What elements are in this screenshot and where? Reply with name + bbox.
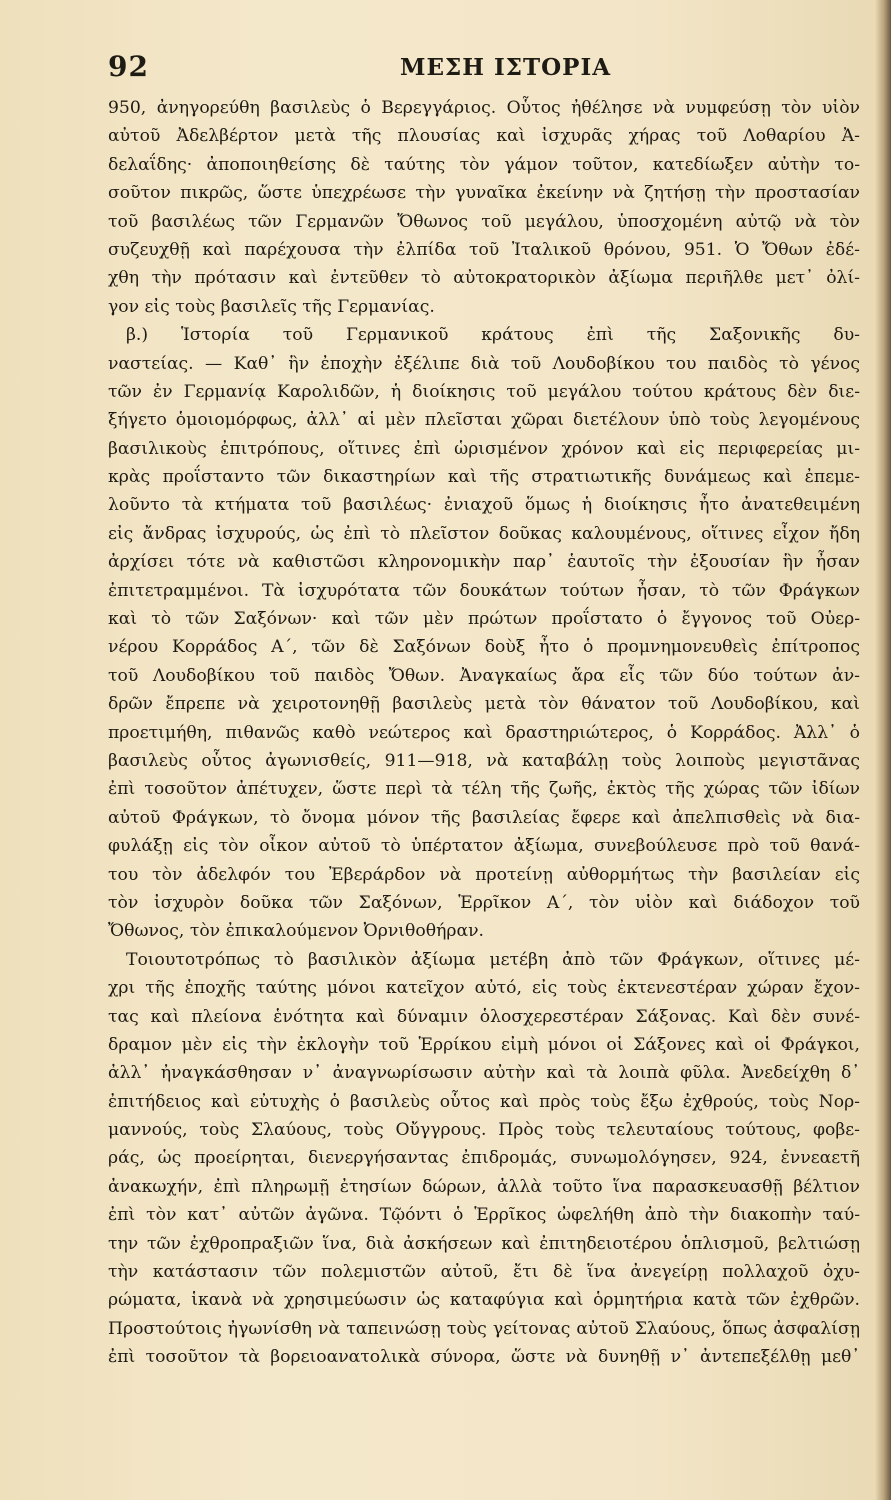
text-line: σοῦτον πικρῶς, ὥστε ὑπεχρέωσε τὴν γυναῖκα ἐκείνην νὰ ζητήσῃ τὴν προστασίαν (108, 183, 860, 204)
text-line: φυλάξῃ εἰς τὸν οἶκον αὐτοῦ τὸ ὑπέρτατον ἀξίωμα, συνεβούλευσε πρὸ τοῦ θανά- (108, 836, 860, 857)
text-line: ρώματα, ἱκανὰ νὰ χρησιμεύωσιν ὡς καταφύγια καὶ ὁρμητήρια κατὰ τῶν ἐχθρῶν. (108, 1290, 860, 1311)
page-number: 92 (108, 50, 149, 83)
text-line: εἰς ἄνδρας ἰσχυρούς, ὡς ἐπὶ τὸ πλεῖστον δοῦκας καλουμένους, οἵτινες εἶχον ἤδη (108, 523, 860, 544)
text-line: δραμον μὲν εἰς τὴν ἐκλογὴν τοῦ Ἑρρίκου εἰμὴ μόνοι οἱ Σάξονες καὶ οἱ Φράγκοι, (108, 1034, 860, 1055)
text-line: χθη τὴν πρότασιν καὶ ἐντεῦθεν τὸ αὐτοκρατορικὸν ἀξίωμα περιῆλθε μετ᾽ ὀλί- (108, 268, 860, 289)
text-line: κρὰς προΐσταντο τῶν δικαστηρίων καὶ τῆς στρατιωτικῆς δυνάμεως καὶ ἐπεμε- (108, 467, 860, 488)
text-line: ἀνακωχήν, ἐπὶ πληρωμῇ ἐτησίων δώρων, ἀλλὰ τοῦτο ἵνα παρασκευασθῇ βέλτιον (108, 1176, 860, 1197)
text-line: προετιμήθη, πιθανῶς καθὸ νεώτερος καὶ δραστηριώτερος, ὁ Κορράδος. Ἀλλ᾽ ὁ (108, 722, 860, 743)
text-line: αὐτοῦ Φράγκων, τὸ ὄνομα μόνον τῆς βασιλείας ἔφερε καὶ ἀπελπισθεὶς νὰ δια- (108, 807, 860, 828)
text-line: ξήγετο ὁμοιομόρφως, ἀλλ᾽ αἱ μὲν πλεῖσται χῶραι διετέλουν ὑπὸ τοὺς λεγομένους (108, 410, 860, 431)
text-line: συζευχθῇ καὶ παρέχουσα τὴν ἐλπίδα τοῦ Ἰταλικοῦ θρόνου, 951. Ὁ Ὄθων ἐδέ- (108, 239, 860, 260)
text-line: ἀλλ᾽ ἠναγκάσθησαν ν᾽ ἀναγνωρίσωσιν αὐτὴν καὶ τὰ λοιπὰ φῦλα. Ἀνεδείχθη δ᾽ (108, 1063, 860, 1084)
text-line: τοῦ Λουδοβίκου τοῦ παιδὸς Ὄθων. Ἀναγκαίως ἄρα εἷς τῶν δύο τούτων ἀν- (108, 665, 860, 686)
section-heading-line: β.) Ἱστορία τοῦ Γερμανικοῦ κράτους ἐπὶ τῆς Σαξονικῆς δυ- (126, 325, 860, 346)
body-text (108, 94, 860, 1372)
text-line: Τοιουτοτρόπως τὸ βασιλικὸν ἀξίωμα μετέβη ἀπὸ τῶν Φράγκων, οἵτινες μέ- (126, 949, 860, 970)
text-line: γον εἰς τοὺς βασιλεῖς τῆς Γερμανίας. (108, 296, 435, 317)
text-line: του τὸν ἀδελφόν του Ἐβεράρδον νὰ προτείνῃ αὐθορμήτως τὴν βασιλείαν εἰς (108, 864, 860, 885)
text-line: τοῦ βασιλέως τῶν Γερμανῶν Ὄθωνος τοῦ μεγάλου, ὑποσχομένη αὐτῷ νὰ τὸν (108, 211, 860, 232)
text-line: τὴν κατάστασιν τῶν πολεμιστῶν αὐτοῦ, ἔτι δὲ ἵνα ἀνεγείρῃ πολλαχοῦ ὀχυ- (108, 1262, 860, 1283)
text-line: την τῶν ἐχθροπραξιῶν ἵνα, διὰ ἀσκήσεων καὶ ἐπιτηδειοτέρου ὁπλισμοῦ, βελτιώσῃ (108, 1233, 860, 1254)
text-line: ἐπιτήδειος καὶ εὐτυχὴς ὁ βασιλεὺς οὗτος καὶ πρὸς τοὺς ἔξω ἐχθρούς, τοὺς Νορ- (108, 1091, 860, 1112)
text-line: δρῶν ἔπρεπε νὰ χειροτονηθῇ βασιλεὺς μετὰ τὸν θάνατον τοῦ Λουδοβίκου, καὶ (108, 694, 860, 715)
text-line: αὐτοῦ Ἀδελβέρτον μετὰ τῆς πλουσίας καὶ ἰσχυρᾶς χήρας τοῦ Λοθαρίου Ἀ- (108, 126, 860, 147)
text-line: τῶν ἐν Γερμανίᾳ Καρολιδῶν, ἡ διοίκησις τοῦ μεγάλου τούτου κράτους δὲν διε- (108, 381, 860, 402)
running-head: ΜΕΣΗ ΙΣΤΟΡΙΑ (400, 54, 612, 81)
text-line: ναστείας. — Καθ᾽ ἣν ἐποχὴν ἐξέλιπε διὰ τοῦ Λουδοβίκου του παιδὸς τὸ γένος (108, 353, 860, 374)
text-line: βασιλικοὺς ἐπιτρόπους, οἵτινες ἐπὶ ὡρισμένον χρόνον καὶ εἰς περιφερείας μι- (108, 438, 860, 459)
text-line: ἐπιτετραμμένοι. Τὰ ἰσχυρότατα τῶν δουκάτων τούτων ἦσαν, τὸ τῶν Φράγκων (108, 580, 860, 601)
text-line: ράς, ὡς προείρηται, διενεργήσαντας ἐπιδρομάς, συνωμολόγησεν, 924, ἐννεαετῆ (108, 1148, 860, 1169)
page-edge (875, 0, 891, 1500)
text-line: τας καὶ πλείονα ἑνότητα καὶ δύναμιν ὁλοσχερεστέραν Σάξονας. Καὶ δὲν συνέ- (108, 1006, 860, 1027)
text-line: 950, ἀνηγορεύθη βασιλεὺς ὁ Βερεγγάριος. Οὗτος ἠθέλησε νὰ νυμφεύσῃ τὸν υἱὸν (108, 98, 860, 118)
text-line: βασιλεὺς οὗτος ἀγωνισθείς, 911—918, νὰ καταβάλῃ τοὺς λοιποὺς μεγιστᾶνας (108, 750, 860, 771)
text-line: ἐπὶ τὸν κατ᾽ αὐτῶν ἀγῶνα. Τῷόντι ὁ Ἑρρῖκος ὠφελήθη ἀπὸ τὴν διακοπὴν ταύ- (108, 1205, 860, 1226)
text-line: τὸν ἰσχυρὸν δοῦκα τῶν Σαξόνων, Ἑρρῖκον Α΄, τὸν υἱὸν καὶ διάδοχον τοῦ (108, 892, 860, 913)
text-line: λοῦντο τὰ κτήματα τοῦ βασιλέως· ἐνιαχοῦ ὅμως ἡ διοίκησις ἦτο ἀνατεθειμένη (108, 495, 860, 516)
text-line: μαννούς, τοὺς Σλαύους, τοὺς Οὔγγρους. Πρὸς τοὺς τελευταίους τούτους, φοβε- (108, 1120, 860, 1141)
text-line: ἐπὶ τοσοῦτον ἀπέτυχεν, ὥστε περὶ τὰ τέλη τῆς ζωῆς, ἐκτὸς τῆς χώρας τῶν ἰδίων (108, 779, 860, 800)
text-line: χρι τῆς ἐποχῆς ταύτης μόνοι κατεῖχον αὐτό, εἰς τοὺς ἐκτενεστέραν χώραν ἔχον- (108, 978, 860, 999)
text-line: δελαΐδης· ἀποποιηθείσης δὲ ταύτης τὸν γάμον τοῦτον, κατεδίωξεν αὐτὴν το- (108, 154, 860, 175)
text-line: Προστούτοις ἠγωνίσθη νὰ ταπεινώσῃ τοὺς γείτονας αὐτοῦ Σλαύους, ὅπως ἀσφαλίσῃ (108, 1318, 860, 1339)
text-line: νέρου Κορράδος Α΄, τῶν δὲ Σαξόνων δοὺξ ἦτο ὁ προμνημονευθεὶς ἐπίτροπος (108, 637, 860, 658)
text-line: ἀρχίσει τότε νὰ καθιστῶσι κληρονομικὴν παρ᾽ ἑαυτοῖς τὴν ἐξουσίαν ἣν ἦσαν (108, 552, 860, 573)
text-line: καὶ τὸ τῶν Σαξόνων· καὶ τῶν μὲν πρώτων προΐστατο ὁ ἔγγονος τοῦ Οὐερ- (108, 609, 860, 630)
text-line: ἐπὶ τοσοῦτον τὰ βορειοανατολικὰ σύνορα, ὥστε νὰ δυνηθῇ ν᾽ ἀντεπεξέλθῃ μεθ᾽ (108, 1347, 860, 1368)
text-line: Ὄθωνος, τὸν ἐπικαλούμενον Ὀρνιθοθήραν. (108, 921, 485, 942)
page-header (108, 50, 851, 90)
